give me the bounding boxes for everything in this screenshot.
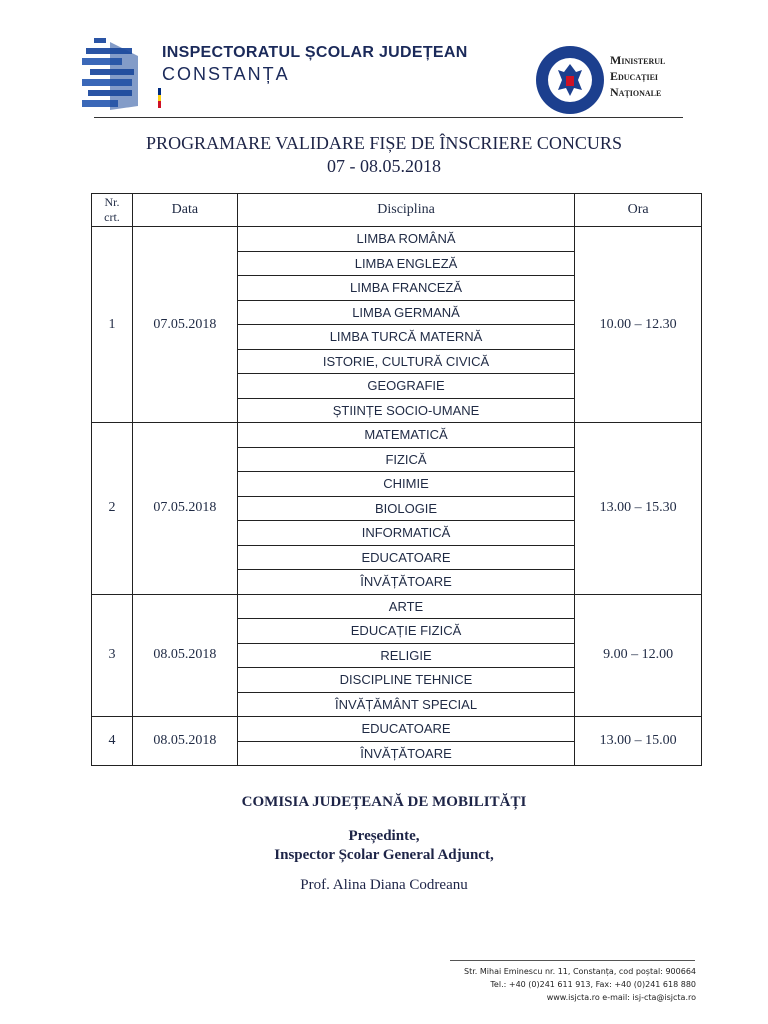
commission-title: COMISIA JUDEȚEANĂ DE MOBILITĂȚI: [241, 794, 527, 810]
ministry-line-2: Educației: [610, 69, 659, 83]
cell-discipline: FIZICĂ: [237, 447, 574, 472]
signatory-position: Inspector Școlar General Adjunct,: [274, 847, 494, 863]
cell-discipline: LIMBA FRANCEZĂ: [237, 276, 574, 301]
document-date-range: 07 - 08.05.2018: [327, 156, 441, 176]
cell-discipline: INFORMATICĂ: [237, 521, 574, 546]
table-row: [92, 594, 702, 619]
cell-discipline: ÎNVĂȚĂTOARE: [237, 741, 574, 766]
document-header: [80, 36, 700, 116]
cell-discipline: EDUCATOARE: [237, 545, 574, 570]
footer-web: www.isjcta.ro e-mail: isj-cta@isjcta.ro: [546, 993, 696, 1002]
footer-phone: Tel.: +40 (0)241 611 913, Fax: +40 (0)241 618 880: [490, 980, 696, 989]
cell-discipline: ÎNVĂȚĂMÂNT SPECIAL: [237, 692, 574, 717]
cell-date: 07.05.2018: [132, 227, 237, 423]
isj-city: CONSTANȚA: [162, 64, 290, 84]
signatory-name: Prof. Alina Diana Codreanu: [300, 877, 468, 893]
cell-date: 08.05.2018: [132, 594, 237, 717]
cell-nr: 1: [92, 227, 133, 423]
tricolor-bar-icon: [158, 88, 161, 108]
cell-nr: 3: [92, 594, 133, 717]
cell-discipline: BIOLOGIE: [237, 496, 574, 521]
cell-discipline: EDUCAȚIE FIZICĂ: [237, 619, 574, 644]
ministry-line-3: Naționale: [610, 85, 662, 99]
header-divider: [94, 117, 683, 118]
cell-discipline: LIMBA ENGLEZĂ: [237, 251, 574, 276]
table-row: [92, 423, 702, 448]
header-time: Ora: [575, 194, 702, 227]
cell-discipline: GEOGRAFIE: [237, 374, 574, 399]
cell-time: 13.00 – 15.00: [575, 717, 702, 766]
table-row: [92, 717, 702, 742]
header-discipline: Disciplina: [237, 194, 574, 227]
cell-date: 07.05.2018: [132, 423, 237, 595]
header-nr: [92, 194, 133, 227]
cell-discipline: EDUCATOARE: [237, 717, 574, 742]
footer-address: Str. Mihai Eminescu nr. 11, Constanța, cod poștal: 900664: [464, 967, 696, 976]
header-nr-line-2: crt.: [104, 210, 120, 224]
table-row: [92, 227, 702, 252]
cell-discipline: LIMBA GERMANĂ: [237, 300, 574, 325]
ministry-name: [610, 52, 665, 100]
signatory-role: Președinte,: [348, 828, 420, 844]
cell-time: 10.00 – 12.30: [575, 227, 702, 423]
cell-discipline: RELIGIE: [237, 643, 574, 668]
cell-discipline: ȘTIINȚE SOCIO-UMANE: [237, 398, 574, 423]
header-nr-line-1: Nr.: [104, 195, 120, 209]
government-seal-icon: [536, 46, 604, 114]
footer-divider: [450, 960, 695, 961]
document-title: PROGRAMARE VALIDARE FIȘE DE ÎNSCRIERE CONCURS: [146, 133, 622, 153]
cell-time: 9.00 – 12.00: [575, 594, 702, 717]
cell-date: 08.05.2018: [132, 717, 237, 766]
cell-discipline: LIMBA ROMÂNĂ: [237, 227, 574, 252]
header-date: Data: [132, 194, 237, 227]
table-header-row: [92, 194, 702, 227]
ministry-line-1: Ministerul: [610, 53, 666, 67]
cell-time: 13.00 – 15.30: [575, 423, 702, 595]
cell-discipline: MATEMATICĂ: [237, 423, 574, 448]
schedule-body: [92, 227, 702, 766]
cell-nr: 4: [92, 717, 133, 766]
cell-discipline: ISTORIE, CULTURĂ CIVICĂ: [237, 349, 574, 374]
cell-discipline: DISCIPLINE TEHNICE: [237, 668, 574, 693]
cell-discipline: LIMBA TURCĂ MATERNĂ: [237, 325, 574, 350]
cell-discipline: ARTE: [237, 594, 574, 619]
cell-discipline: CHIMIE: [237, 472, 574, 497]
cell-discipline: ÎNVĂȚĂTOARE: [237, 570, 574, 595]
cell-nr: 2: [92, 423, 133, 595]
isj-name: INSPECTORATUL ȘCOLAR JUDEȚEAN: [162, 44, 468, 61]
schedule-table: [91, 193, 702, 766]
isj-logo-icon: [80, 36, 140, 112]
